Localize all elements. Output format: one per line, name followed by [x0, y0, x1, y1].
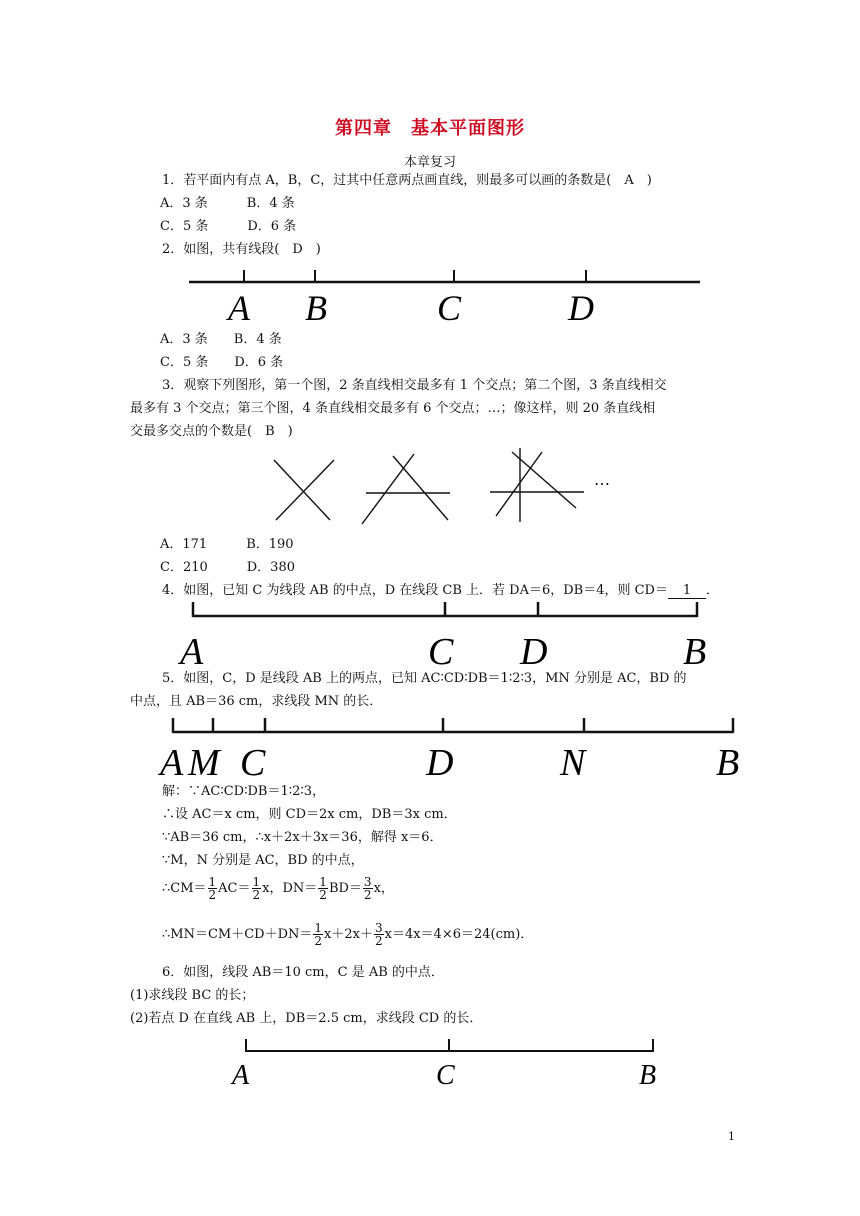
- q6-label-b: B: [639, 1060, 657, 1091]
- q2-text: 2．如图，共有线段( D ): [162, 242, 321, 257]
- q5-sol5-part-b: AC＝: [218, 881, 251, 896]
- q5-solution-4: ∵M，N 分别是 AC，BD 的中点，: [162, 853, 364, 868]
- q5-solution-5: [162, 876, 394, 901]
- q3-line3: 交最多交点的个数是( B ): [130, 424, 293, 439]
- q5-label-m: M: [188, 742, 220, 784]
- q5-sol5-part-e: x，: [373, 881, 394, 896]
- q5-solution-3: ∵AB＝36 cm，∴x＋2x＋3x＝36，解得 x＝6．: [162, 830, 443, 845]
- q4-end: ．: [705, 583, 719, 598]
- q2-label-a: A: [228, 288, 250, 328]
- q5-label-c: C: [240, 742, 266, 784]
- q6-label-a: A: [232, 1060, 250, 1091]
- q5-sol6-part-c: x＝4x＝4×6＝24(cm)．: [384, 927, 534, 942]
- q3-fig2-line3: [393, 456, 448, 520]
- q3-fig2-line2: [362, 454, 414, 524]
- fraction-numerator: 1: [252, 875, 261, 889]
- q2-options-row1: A．3 条 B．4 条: [160, 332, 282, 347]
- fraction-three-halves: [374, 922, 384, 947]
- q1-options-row2: C．5 条 D．6 条: [160, 219, 297, 234]
- fraction-one-half: [208, 876, 218, 901]
- q3-fig1-line2: [276, 460, 334, 520]
- q3-fig3-line3: [496, 452, 542, 516]
- q5-segment-figure: [0, 714, 860, 784]
- q6-label-c: C: [436, 1060, 455, 1091]
- q3-line2: 最多有 3 个交点；第三个图，4 条直线相交最多有 6 个交点；…；像这样，则 20 条直线相: [130, 401, 656, 416]
- q3-line1: 3．观察下列图形，第一个图，2 条直线相交最多有 1 个交点；第二个图，3 条直线相交: [162, 378, 667, 393]
- q5-label-n: N: [560, 742, 586, 784]
- fraction-denominator: 2: [319, 888, 327, 902]
- q5-sol5-part-d: BD＝: [328, 881, 362, 896]
- q5-label-d: D: [426, 742, 454, 784]
- fraction-one-half: [313, 922, 323, 947]
- fraction-numerator: 3: [363, 875, 372, 889]
- q5-line2: 中点，且 AB＝36 cm，求线段 MN 的长．: [130, 694, 383, 709]
- q6-line2: (1)求线段 BC 的长；: [130, 988, 255, 1003]
- fraction-numerator: 1: [314, 921, 323, 935]
- fraction-numerator: 1: [319, 875, 327, 889]
- q5-sol5-part-a: ∴CM＝: [162, 881, 207, 896]
- fraction-numerator: 1: [208, 875, 217, 889]
- q6-segment-figure: [0, 1034, 860, 1094]
- q4-segment-figure: [0, 598, 860, 670]
- q5-solution-1: 解：∵AC∶CD∶DB＝1∶2∶3，: [162, 784, 326, 799]
- q4-text: 4．如图，已知 C 为线段 AB 的中点，D 在线段 CB 上．若 DA＝6，DB＝4，则 CD＝: [162, 583, 668, 598]
- q5-sol6-part-a: ∴MN＝CM＋CD＋DN＝: [162, 927, 313, 942]
- q5-line1: 5．如图，C，D 是线段 AB 上的两点，已知 AC∶CD∶DB＝1∶2∶3，MN 分别是 AC，BD 的: [162, 671, 687, 686]
- fraction-three-halves: [363, 876, 373, 901]
- q5-label-b: B: [716, 742, 740, 784]
- q3-fig1-line1: [274, 460, 330, 520]
- q2-segment-figure: [0, 262, 860, 328]
- page-number: 1: [728, 1130, 735, 1143]
- fraction-one-half: [252, 876, 262, 901]
- fraction-denominator: 2: [374, 934, 383, 948]
- q2-label-d: D: [568, 288, 594, 328]
- q3-options-row1: A．171 B．190: [160, 537, 294, 552]
- q3-lines-figure: [0, 442, 860, 534]
- fraction-denominator: 2: [208, 888, 217, 902]
- fraction-one-half: [318, 876, 328, 901]
- q2-label-b: B: [305, 288, 327, 328]
- fraction-numerator: 3: [374, 921, 383, 935]
- q5-solution-6: [162, 922, 533, 947]
- q4-label-a: A: [180, 631, 204, 670]
- q1-text: 1．若平面内有点 A，B，C，过其中任意两点画直线，则最多可以画的条数是( A ): [162, 173, 652, 188]
- q2-options-row2: C．5 条 D．6 条: [160, 355, 284, 370]
- q5-label-a: A: [160, 742, 184, 784]
- q5-sol5-part-c: x，DN＝: [262, 881, 318, 896]
- q5-sol6-part-b: x＋2x＋: [324, 927, 373, 942]
- q6-line1: 6．如图，线段 AB＝10 cm，C 是 AB 的中点．: [162, 965, 444, 980]
- fraction-denominator: 2: [314, 934, 323, 948]
- fraction-denominator: 2: [363, 888, 372, 902]
- q3-options-row2: C．210 D．380: [160, 560, 295, 575]
- chapter-title: 第四章 基本平面图形: [335, 118, 525, 139]
- fraction-denominator: 2: [252, 888, 261, 902]
- q4-label-b: B: [683, 631, 707, 670]
- q1-options-row1: A．3 条 B．4 条: [160, 196, 295, 211]
- q3-ellipsis: …: [594, 470, 610, 489]
- q4-label-d: D: [520, 631, 548, 670]
- q6-line3: (2)若点 D 在直线 AB 上，DB＝2.5 cm，求线段 CD 的长．: [130, 1011, 483, 1026]
- q4-label-c: C: [428, 631, 454, 670]
- q4-answer-blank: 1: [668, 584, 706, 599]
- q5-solution-2: ∴设 AC＝x cm，则 CD＝2x cm，DB＝3x cm．: [162, 807, 457, 822]
- q2-label-c: C: [437, 288, 462, 328]
- section-subtitle: 本章复习: [403, 155, 456, 170]
